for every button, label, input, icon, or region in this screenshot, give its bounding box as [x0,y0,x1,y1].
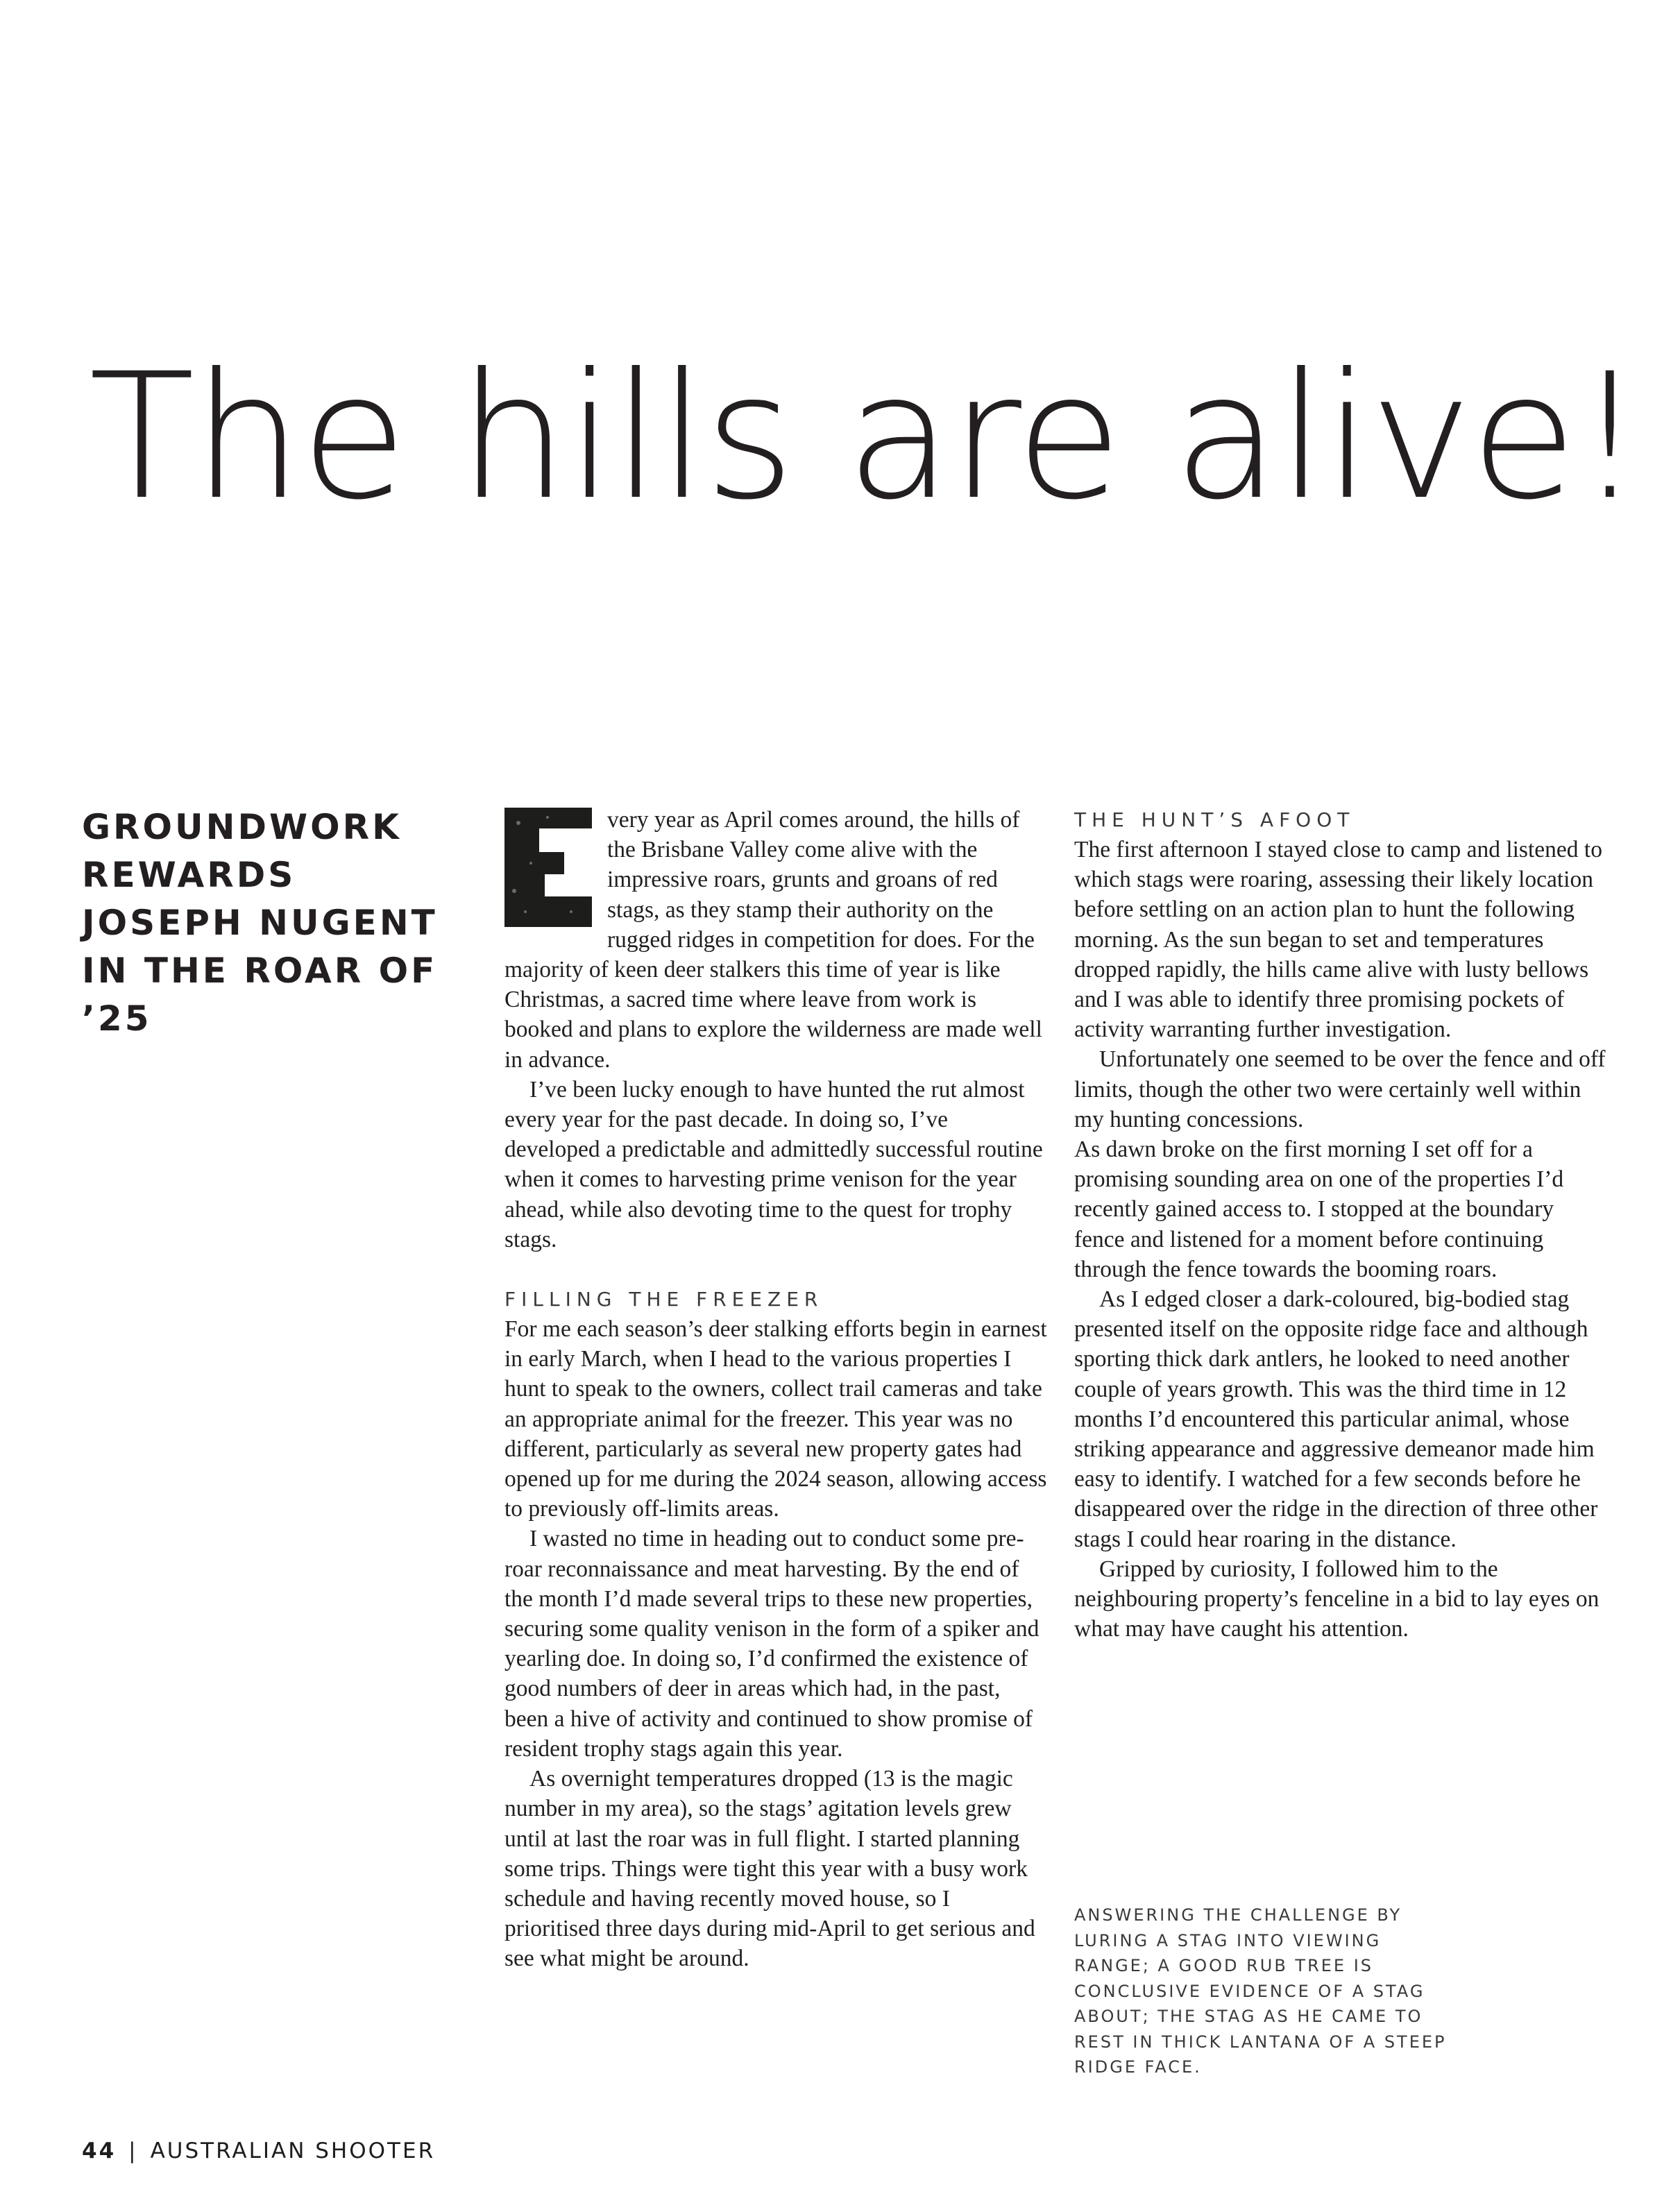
paragraph: The first afternoon I stayed close to camp and listened to which stags were roaring, assessing their likely location before settling on an action plan to hunt the following morning. As the sun began to set and temperatures dropped rapidly, the hills came alive with lusty bellows and I was able to identify three promising pockets of activity warranting further investigation. [1074,837,1602,1043]
section-subhead: THE HUNT’S AFOOT [1074,808,1355,831]
paragraph: I wasted no time in heading out to conduct some pre-roar reconnaissance and meat harvesting. By the end of the month I’d made several trips to these new properties, securing some quality venison in the form of a spiker and yearling doe. In doing so, I’d confirmed the existence of good numbers of deer in areas which had, in the past, been a hive of activity and continued to show promise of resident trophy stags again this year. [504,1526,1040,1762]
page-footer [82,2138,435,2163]
paragraph: As I edged closer a dark-coloured, big-bodied stag presented itself on the opposite ridge face and although sporting thick dark antlers, he looked to need another couple of years growth. This was the third time in 12 months I’d encountered this particular animal, whose striking appearance and aggressive demeanor made him easy to identify. I watched for a few seconds before he disappeared over the ridge in the direction of three other stags I could hear roaring in the distance. [1074,1286,1598,1552]
publication-name: AUSTRALIAN SHOOTER [150,2138,436,2163]
paragraph-intro: very year as April comes around, the hills of the Brisbane Valley come alive with the impressive roars, grunts and groans of red stags, as they stamp their authority on the rugged ridges in competition for does. For the majority of keen deer stalkers this time of year is like Christmas, a sacred time where leave from work is booked and plans to explore the wilderness are made well in advance. [504,807,1042,1073]
page-number: 44 [82,2138,117,2163]
paragraph: I’ve been lucky enough to have hunted the rut almost every year for the past decade. In doing so, I’ve developed a predictable and admittedly successful routine when it comes to harvesting prime venison for the year ahead, while also devoting time to the quest for trophy stags. [504,1076,1043,1252]
body-column-right [1074,805,1609,1644]
paragraph: Gripped by curiosity, I followed him to the neighbouring property’s fenceline in a bid to lay eyes on what may have caught his attention. [1074,1556,1600,1642]
photo-caption: ANSWERING THE CHALLENGE BY LURING A STAG INTO VIEWING RANGE; A GOOD RUB TREE IS CONCLUSIVE EVIDENCE OF A STAG ABOUT; THE STAG AS HE CAME TO REST IN THICK LANTANA OF A STEEP RIDGE FACE. [1074,1905,1447,2077]
paragraph: Unfortunately one seemed to be over the fence and off limits, though the other two were certainly well within my hunting concessions. [1074,1046,1606,1132]
article-headline: The hills are alive! [89,336,1643,538]
body-column-middle [504,805,1049,1974]
section-subhead: FILLING THE FREEZER [504,1288,824,1311]
footer-separator: | [128,2138,138,2163]
paragraph: As overnight temperatures dropped (13 is the magic number in my area), so the stags’ agitation levels grew until at last the roar was in full flight. I started planning some trips. Things were tight this year with a busy work schedule and having recently moved house, so I prioritised three days during mid-April to get serious and see what might be around. [504,1766,1035,1972]
drop-cap-letter [504,808,592,927]
article-standfirst: GROUNDWORK REWARDS JOSEPH NUGENT IN THE ROAR OF ’25 [82,807,438,1039]
drop-cap-e-glyph [504,808,592,927]
paragraph: As dawn broke on the first morning I set off for a promising sounding area on one of the properties I’d recently gained access to. I stopped at the boundary fence and listened for a moment before continuing through the fence towards the booming roars. [1074,1137,1564,1282]
paragraph: For me each season’s deer stalking efforts begin in earnest in early March, when I head to the various properties I hunt to speak to the owners, collect trail cameras and take an appropriate animal for the freezer. This year was no different, particularly as several new property gates had opened up for me during the 2024 season, allowing access to previously off-limits areas. [504,1316,1047,1522]
